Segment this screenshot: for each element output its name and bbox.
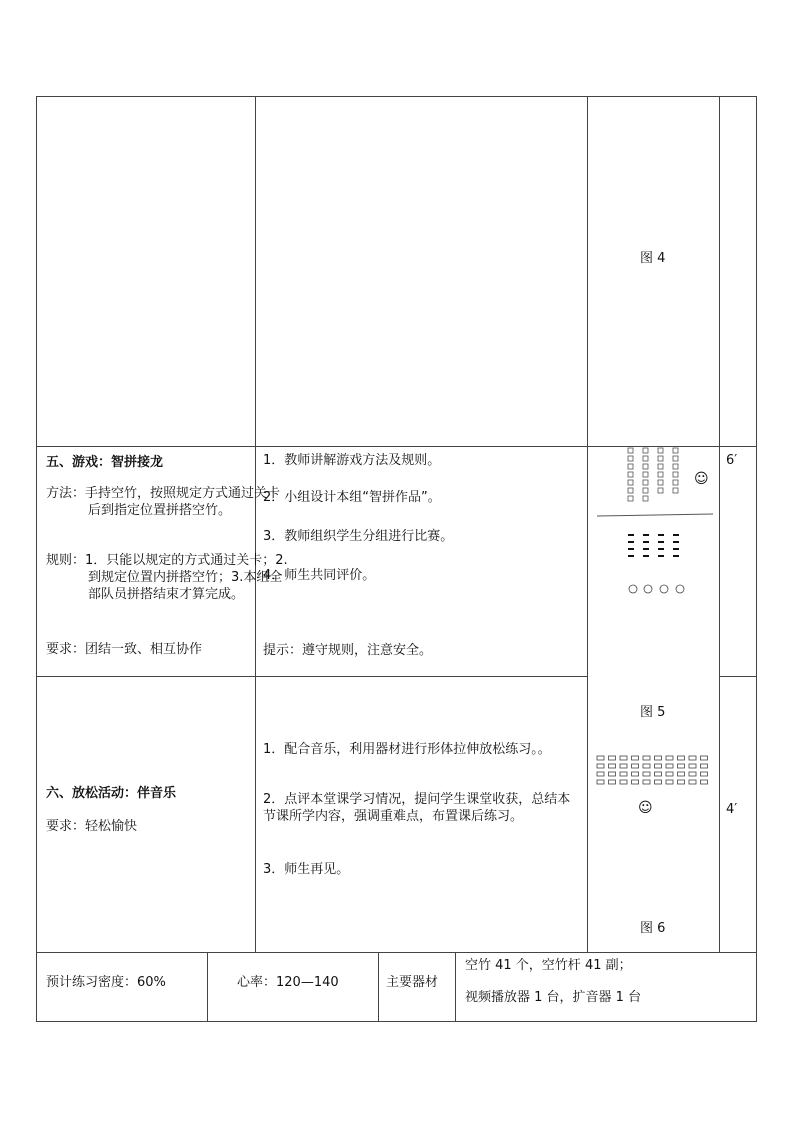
player-dash	[673, 555, 679, 557]
section5-title: 五、游戏：智拼接龙	[46, 455, 164, 470]
row-divider-section6-right	[719, 676, 757, 677]
student-marker	[643, 780, 650, 784]
bamboo-circle	[660, 585, 668, 593]
formation-marker	[643, 464, 648, 469]
student-marker	[666, 772, 673, 776]
formation-marker	[673, 448, 678, 453]
formation-marker	[658, 464, 663, 469]
student-marker	[632, 764, 639, 768]
player-dash	[628, 541, 634, 543]
player-dash	[658, 548, 664, 550]
formation-marker	[643, 472, 648, 477]
formation-marker	[628, 464, 633, 469]
formation-marker	[673, 480, 678, 485]
formation-marker	[628, 456, 633, 461]
player-dash	[643, 548, 649, 550]
section5-rules: 规则：1．只能以规定的方式通过关卡；2.到规定位置内拼搭空竹；3.本组全部队员拼搭结束才算完成。	[46, 553, 288, 602]
player-dash	[658, 534, 664, 536]
formation-marker	[658, 472, 663, 477]
table-border-left	[36, 96, 37, 1022]
player-dash	[643, 541, 649, 543]
formation-marker	[643, 448, 648, 453]
formation-marker	[643, 496, 648, 501]
section6-title: 六、放松活动：伴音乐	[46, 786, 177, 801]
formation-marker	[658, 456, 663, 461]
student-marker	[609, 756, 616, 760]
section5-tip: 提示：遵守规则，注意安全。	[263, 643, 433, 658]
player-dash	[643, 534, 649, 536]
player-dash	[628, 534, 634, 536]
section5-step-4: 4．师生共同评价。	[263, 568, 376, 583]
formation-marker	[658, 480, 663, 485]
student-marker	[689, 780, 696, 784]
student-marker	[655, 780, 662, 784]
table-border-bottom	[36, 1021, 757, 1022]
student-marker	[609, 764, 616, 768]
student-marker	[609, 780, 616, 784]
equipment-line-2: 视频播放器 1 台，扩音器 1 台	[465, 990, 642, 1005]
formation-marker	[643, 480, 648, 485]
student-marker	[643, 772, 650, 776]
row-divider-footer	[36, 952, 757, 953]
student-marker	[632, 772, 639, 776]
table-border-right	[756, 96, 757, 1022]
section6-step-3: 3．师生再见。	[263, 862, 350, 877]
student-marker	[701, 756, 708, 760]
student-marker	[701, 772, 708, 776]
section6-step-1: 1．配合音乐，利用器材进行形体拉伸放松练习。。	[263, 742, 551, 757]
section5-requirement: 要求：团结一致、相互协作	[46, 642, 203, 657]
bamboo-circle	[629, 585, 637, 593]
heart-rate: 心率：120—140	[237, 975, 339, 990]
student-marker	[666, 780, 673, 784]
figure-5-smile-icon: ☺	[694, 471, 709, 487]
column-divider-2	[587, 96, 588, 952]
practice-density: 预计练习密度：60%	[46, 975, 166, 990]
bamboo-circle	[644, 585, 652, 593]
student-marker	[620, 756, 627, 760]
player-dash	[673, 541, 679, 543]
figure-6-diagram	[595, 754, 715, 790]
player-dash	[658, 541, 664, 543]
player-dash	[658, 555, 664, 557]
footer-divider-2	[378, 952, 379, 1022]
formation-marker	[628, 480, 633, 485]
formation-marker	[658, 448, 663, 453]
student-marker	[632, 780, 639, 784]
student-marker	[597, 772, 604, 776]
student-marker	[643, 764, 650, 768]
bamboo-circle	[676, 585, 684, 593]
student-marker	[597, 764, 604, 768]
student-marker	[666, 764, 673, 768]
formation-marker	[628, 496, 633, 501]
player-dash	[673, 548, 679, 550]
student-marker	[678, 780, 685, 784]
student-marker	[689, 764, 696, 768]
section5-step-2: 2．小组设计本组“智拼作品”。	[263, 490, 441, 505]
row-divider-section6-left	[36, 676, 588, 677]
figure-5-caption: 图 5	[640, 705, 666, 720]
figure-4-caption: 图 4	[640, 251, 666, 266]
student-marker	[678, 756, 685, 760]
formation-marker	[628, 472, 633, 477]
formation-marker	[628, 448, 633, 453]
section6-step-2: 2．点评本堂课学习情况，提问学生课堂收获，总结本节课所学内容，强调重难点，布置课后练习。	[263, 792, 571, 824]
student-marker	[655, 764, 662, 768]
formation-marker	[643, 488, 648, 493]
figure-5-diagram	[595, 446, 715, 606]
section5-time: 6′	[726, 453, 738, 468]
student-marker	[620, 780, 627, 784]
player-dash	[628, 548, 634, 550]
student-marker	[632, 756, 639, 760]
equipment-line-1: 空竹 41 个，空竹杆 41 副；	[465, 958, 632, 973]
student-marker	[655, 772, 662, 776]
section6-requirement: 要求：轻松愉快	[46, 819, 138, 834]
player-dash	[628, 555, 634, 557]
figure-5-ground-line	[597, 514, 713, 516]
student-marker	[597, 780, 604, 784]
student-marker	[689, 756, 696, 760]
student-marker	[666, 756, 673, 760]
footer-divider-3	[455, 952, 456, 1022]
column-divider-3	[719, 96, 720, 952]
table-border-top	[36, 96, 757, 97]
section5-method: 方法：手持空竹，按照规定方式通过关卡后到指定位置拼搭空竹。	[46, 486, 281, 518]
formation-marker	[673, 464, 678, 469]
formation-marker	[643, 456, 648, 461]
student-marker	[701, 764, 708, 768]
student-marker	[597, 756, 604, 760]
student-marker	[701, 780, 708, 784]
formation-marker	[673, 472, 678, 477]
formation-marker	[673, 456, 678, 461]
section5-step-3: 3．教师组织学生分组进行比赛。	[263, 529, 454, 544]
figure-6-smile-icon: ☺	[638, 800, 653, 816]
student-marker	[678, 772, 685, 776]
student-marker	[620, 764, 627, 768]
student-marker	[655, 756, 662, 760]
student-marker	[609, 772, 616, 776]
student-marker	[620, 772, 627, 776]
figure-6-caption: 图 6	[640, 921, 666, 936]
formation-marker	[628, 488, 633, 493]
formation-marker	[673, 488, 678, 493]
player-dash	[643, 555, 649, 557]
section6-time: 4′	[726, 802, 738, 817]
player-dash	[673, 534, 679, 536]
student-marker	[643, 756, 650, 760]
equipment-label: 主要器材	[386, 975, 439, 990]
formation-marker	[658, 488, 663, 493]
student-marker	[689, 772, 696, 776]
footer-divider-1	[207, 952, 208, 1022]
student-marker	[678, 764, 685, 768]
column-divider-1	[255, 96, 256, 952]
section5-step-1: 1．教师讲解游戏方法及规则。	[263, 453, 441, 468]
